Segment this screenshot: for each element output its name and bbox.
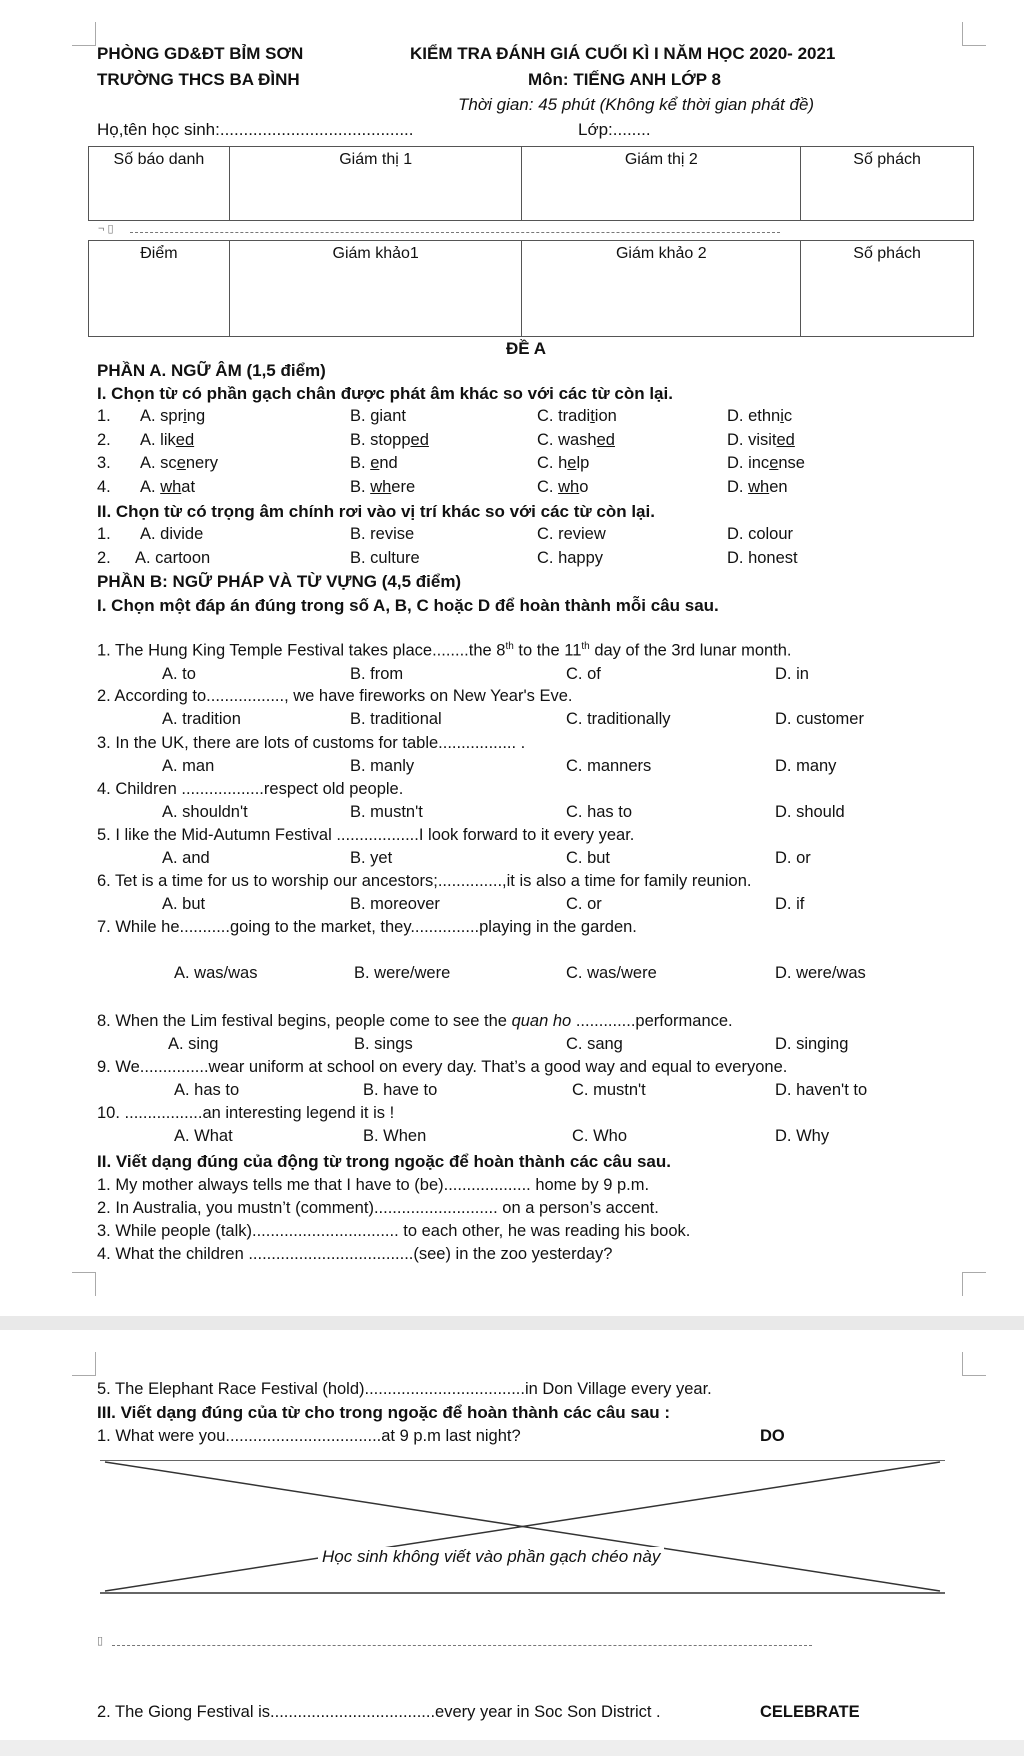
option-b: B. yet [350, 849, 393, 867]
scissors-icon: ▯ [97, 1635, 104, 1647]
word-part: B. [350, 407, 371, 425]
mc-question: 7. While he...........going to the market, they...............playing in the garden. [97, 918, 637, 936]
underlined-sound: ed [410, 431, 429, 449]
option-a [140, 431, 194, 450]
word-part: B. stopp [350, 431, 411, 449]
exam-time: Thời gian: 45 phút (Không kể thời gian phát đề) [458, 95, 815, 114]
option-d: D. colour [727, 525, 794, 543]
option-d: D. many [775, 757, 837, 775]
q-number: 2. [97, 549, 111, 567]
word-part: C. tradi [537, 407, 591, 425]
option-b: B. mustn't [350, 803, 423, 821]
school-name: TRƯỜNG THCS BA ĐÌNH [97, 70, 300, 89]
part-a-title: PHẦN A. NGỮ ÂM (1,5 điểm) [97, 361, 326, 380]
word-part: at [181, 478, 196, 496]
crop-mark [962, 1272, 986, 1296]
option-b: B. were/were [354, 964, 451, 982]
part-b-sec2-title: II. Viết dạng đúng của động từ trong ngoặc để hoàn thành các câu sau. [97, 1152, 671, 1171]
id-col: Giám thị 1 [229, 147, 522, 221]
no-write-zone [100, 1460, 950, 1595]
option-a: A. tradition [162, 710, 241, 728]
stress-question [0, 549, 1024, 571]
score-col: Số phách [801, 241, 974, 337]
option-c [537, 431, 615, 450]
crop-mark [72, 22, 96, 46]
word-part: B. [350, 454, 371, 472]
word-part: nd [379, 454, 398, 472]
option-b [350, 478, 415, 497]
word-part: c [783, 407, 793, 425]
option-d: D. in [775, 665, 809, 683]
crop-mark [72, 1272, 96, 1296]
option-b: B. When [363, 1127, 427, 1145]
stress-question [0, 525, 1024, 547]
word-part: D. [727, 478, 749, 496]
mc-options [0, 964, 1024, 986]
option-c: C. has to [566, 803, 633, 821]
part-a-sec1-title: I. Chọn từ có phần gạch chân được phát âm khác so với các từ còn lại. [97, 384, 673, 403]
underlined-sound: e [769, 454, 779, 472]
word-form-question: 1. What were you..................................at 9 p.m last night? [97, 1427, 521, 1445]
option-c [537, 407, 617, 426]
score-table [88, 240, 974, 337]
word-part: D. inc [727, 454, 770, 472]
word-part: lp [576, 454, 590, 472]
option-a: A. man [162, 757, 215, 775]
word-part: iant [379, 407, 406, 425]
underlined-sound: wh [160, 478, 182, 496]
option-d: D. if [775, 895, 805, 913]
option-a: A. shouldn't [162, 803, 248, 821]
underlined-sound: ed [175, 431, 195, 449]
id-col: Giám thị 2 [522, 147, 801, 221]
underlined-sound: wh [370, 478, 392, 496]
q-number: 4. [97, 478, 111, 496]
option-c: C. but [566, 849, 611, 867]
option-a: A. was/was [174, 964, 258, 982]
option-c: C. review [537, 525, 606, 543]
verb-question: 5. The Elephant Race Festival (hold)...................................in Don Village every year. [97, 1380, 712, 1398]
q-number: 1. [97, 407, 111, 425]
crop-mark [962, 1352, 986, 1376]
q1-options [0, 665, 1024, 687]
option-d [727, 407, 792, 426]
option-b: B. sings [354, 1035, 413, 1053]
q8-text: 8. When the Lim festival begins, people come to see the [97, 1012, 512, 1030]
part-b-title: PHẦN B: NGỮ PHÁP VÀ TỪ VỰNG (4,5 điểm) [97, 572, 462, 591]
q8-options [0, 1035, 1024, 1057]
option-c: C. of [566, 665, 601, 683]
underlined-sound: e [567, 454, 577, 472]
question-1 [97, 641, 792, 661]
mc-options [0, 895, 1024, 917]
word-part: nery [185, 454, 218, 472]
verb-question: 4. What the children ....................................(see) in the zoo yesterday? [97, 1245, 613, 1263]
word-part: ion [594, 407, 617, 425]
word-part: o [579, 478, 589, 496]
word-form-question: 2. The Giong Festival is....................................every year in Soc Son District . [97, 1703, 661, 1721]
mc-question: 3. In the UK, there are lots of customs for table................. . [97, 734, 526, 752]
mc-question: 2. According to................., we have fireworks on New Year's Eve. [97, 687, 573, 705]
underlined-sound: e [370, 454, 380, 472]
pronunciation-question [0, 478, 1024, 500]
underlined-sound: i [183, 407, 187, 425]
part-b-sec3-title: III. Viết dạng đúng của từ cho trong ngoặc để hoàn thành các câu sau : [97, 1403, 671, 1422]
q10-options [0, 1127, 1024, 1149]
crop-mark [72, 1352, 96, 1376]
underlined-sound: wh [558, 478, 580, 496]
option-a: A. sing [168, 1035, 219, 1053]
pronunciation-question [0, 407, 1024, 429]
word-part: ng [186, 407, 206, 425]
mc-options [0, 849, 1024, 871]
underlined-sound: wh [748, 478, 770, 496]
id-col: Số báo danh [89, 147, 230, 221]
underlined-sound: ed [596, 431, 615, 449]
option-d: D. honest [727, 549, 798, 567]
scissors-icon: ¬ ▯ [98, 223, 114, 235]
option-d: D. were/was [775, 964, 866, 982]
option-a: A. cartoon [135, 549, 211, 567]
word-part: C. [537, 478, 559, 496]
q8-text: .............performance. [571, 1012, 733, 1030]
option-d: D. haven't to [775, 1081, 868, 1099]
option-c: C. Who [572, 1127, 628, 1145]
word-part: en [769, 478, 788, 496]
crop-mark [962, 22, 986, 46]
page-bottom-strip [0, 1740, 1024, 1756]
page-gap [0, 1316, 1024, 1330]
option-c: C. sang [566, 1035, 623, 1053]
option-a: A. has to [174, 1081, 240, 1099]
exam-title: KIỂM TRA ĐÁNH GIÁ CUỐI KÌ I NĂM HỌC 2020- 2021 [410, 44, 836, 63]
option-b [350, 407, 406, 426]
score-col: Điểm [89, 241, 230, 337]
option-b [350, 454, 398, 473]
student-name-field: Họ,tên học sinh:......................................... [97, 120, 414, 139]
option-b: B. have to [363, 1081, 438, 1099]
option-d: D. singing [775, 1035, 849, 1053]
pronunciation-question [0, 454, 1024, 476]
exam-code: ĐỀ A [506, 339, 546, 358]
option-a: A. to [162, 665, 196, 683]
option-a: A. and [162, 849, 210, 867]
option-a: A. divide [140, 525, 204, 543]
option-a: A. but [162, 895, 206, 913]
word-part: nse [778, 454, 805, 472]
q-number: 3. [97, 454, 111, 472]
q1-sup: th [505, 641, 514, 652]
underlined-sound: t [590, 407, 595, 425]
word-part: A. lik [140, 431, 176, 449]
word-part: B. [350, 478, 371, 496]
word-part: A. [140, 478, 161, 496]
q9-options [0, 1081, 1024, 1103]
option-c: C. or [566, 895, 602, 913]
word-part: ere [391, 478, 416, 496]
option-a [140, 407, 205, 426]
score-col: Giám khảo1 [229, 241, 522, 337]
pronunciation-question [0, 431, 1024, 453]
question-9: 9. We...............wear uniform at school on every day. That’s a good way and equal to everyone. [97, 1058, 788, 1076]
mc-question: 4. Children ..................respect old people. [97, 780, 404, 798]
underlined-sound: i [780, 407, 784, 425]
option-c: C. traditionally [566, 710, 671, 728]
option-b: B. revise [350, 525, 415, 543]
option-c: C. was/were [566, 964, 657, 982]
q1-text: 1. The Hung King Temple Festival takes place........the 8 [97, 641, 506, 660]
word-part: A. sc [140, 454, 177, 472]
underlined-sound: g [370, 407, 380, 425]
subject: Môn: TIẾNG ANH LỚP 8 [528, 70, 722, 89]
question-8 [97, 1012, 733, 1031]
q1-text: to the 11 [513, 641, 582, 660]
part-a-sec2-title: II. Chọn từ có trọng âm chính rơi vào vị trí khác so với các từ còn lại. [97, 502, 655, 521]
option-a [140, 478, 195, 497]
word-form-hint: CELEBRATE [760, 1703, 860, 1721]
q1-sup: th [581, 641, 590, 652]
word-part: A. spr [140, 407, 184, 425]
option-d: D. or [775, 849, 811, 867]
option-b: B. from [350, 665, 404, 683]
underlined-sound: ed [776, 431, 795, 449]
option-a: A. What [174, 1127, 233, 1145]
exam-page-2 [0, 1330, 1024, 1756]
no-write-label: Học sinh không viết vào phần gạch chéo này [318, 1547, 664, 1567]
option-b: B. moreover [350, 895, 440, 913]
id-table [88, 146, 974, 221]
q-number: 2. [97, 431, 111, 449]
option-a [140, 454, 218, 473]
option-c: C. mustn't [572, 1081, 646, 1099]
option-d [727, 478, 788, 497]
option-c: C. manners [566, 757, 652, 775]
verb-question: 3. While people (talk)................................ to each other, he was reading his book. [97, 1222, 691, 1240]
option-d [727, 454, 805, 473]
mc-question: 6. Tet is a time for us to worship our ancestors;..............,it is also a time for family reunion. [97, 872, 752, 890]
option-b [350, 431, 429, 450]
option-b: B. traditional [350, 710, 442, 728]
id-col: Số phách [801, 147, 974, 221]
word-part: C. wash [537, 431, 597, 449]
mc-question: 5. I like the Mid-Autumn Festival ..................I look forward to it every year. [97, 826, 635, 844]
option-b: B. manly [350, 757, 415, 775]
word-part: D. visit [727, 431, 777, 449]
mc-options [0, 710, 1024, 732]
option-d: D. customer [775, 710, 864, 728]
mc-options [0, 803, 1024, 825]
q8-italic: quan ho [511, 1012, 572, 1030]
option-d: D. should [775, 803, 845, 821]
option-b: B. culture [350, 549, 420, 567]
dept-name: PHÒNG GD&ĐT BỈM SƠN [97, 44, 304, 63]
cut-line [112, 1645, 812, 1646]
q-number: 1. [97, 525, 111, 543]
class-field: Lớp:........ [578, 120, 651, 139]
option-c: C. happy [537, 549, 604, 567]
verb-question: 1. My mother always tells me that I have to (be)................... home by 9 p.m. [97, 1176, 650, 1194]
cut-line [130, 232, 780, 233]
part-b-sec1-title: I. Chọn một đáp án đúng trong số A, B, C hoặc D để hoàn thành mỗi câu sau. [97, 596, 719, 615]
verb-question: 2. In Australia, you mustn’t (comment)........................... on a person’s accent. [97, 1199, 659, 1217]
word-part: D. ethn [727, 407, 781, 425]
underlined-sound: e [176, 454, 186, 472]
word-part: C. h [537, 454, 568, 472]
option-d: D. Why [775, 1127, 830, 1145]
option-c [537, 454, 589, 473]
option-c [537, 478, 588, 497]
q1-text: day of the 3rd lunar month. [589, 641, 792, 660]
score-col: Giám khảo 2 [522, 241, 801, 337]
mc-options [0, 757, 1024, 779]
question-10: 10. .................an interesting legend it is ! [97, 1104, 395, 1122]
option-d [727, 431, 795, 450]
word-form-hint: DO [760, 1427, 785, 1445]
